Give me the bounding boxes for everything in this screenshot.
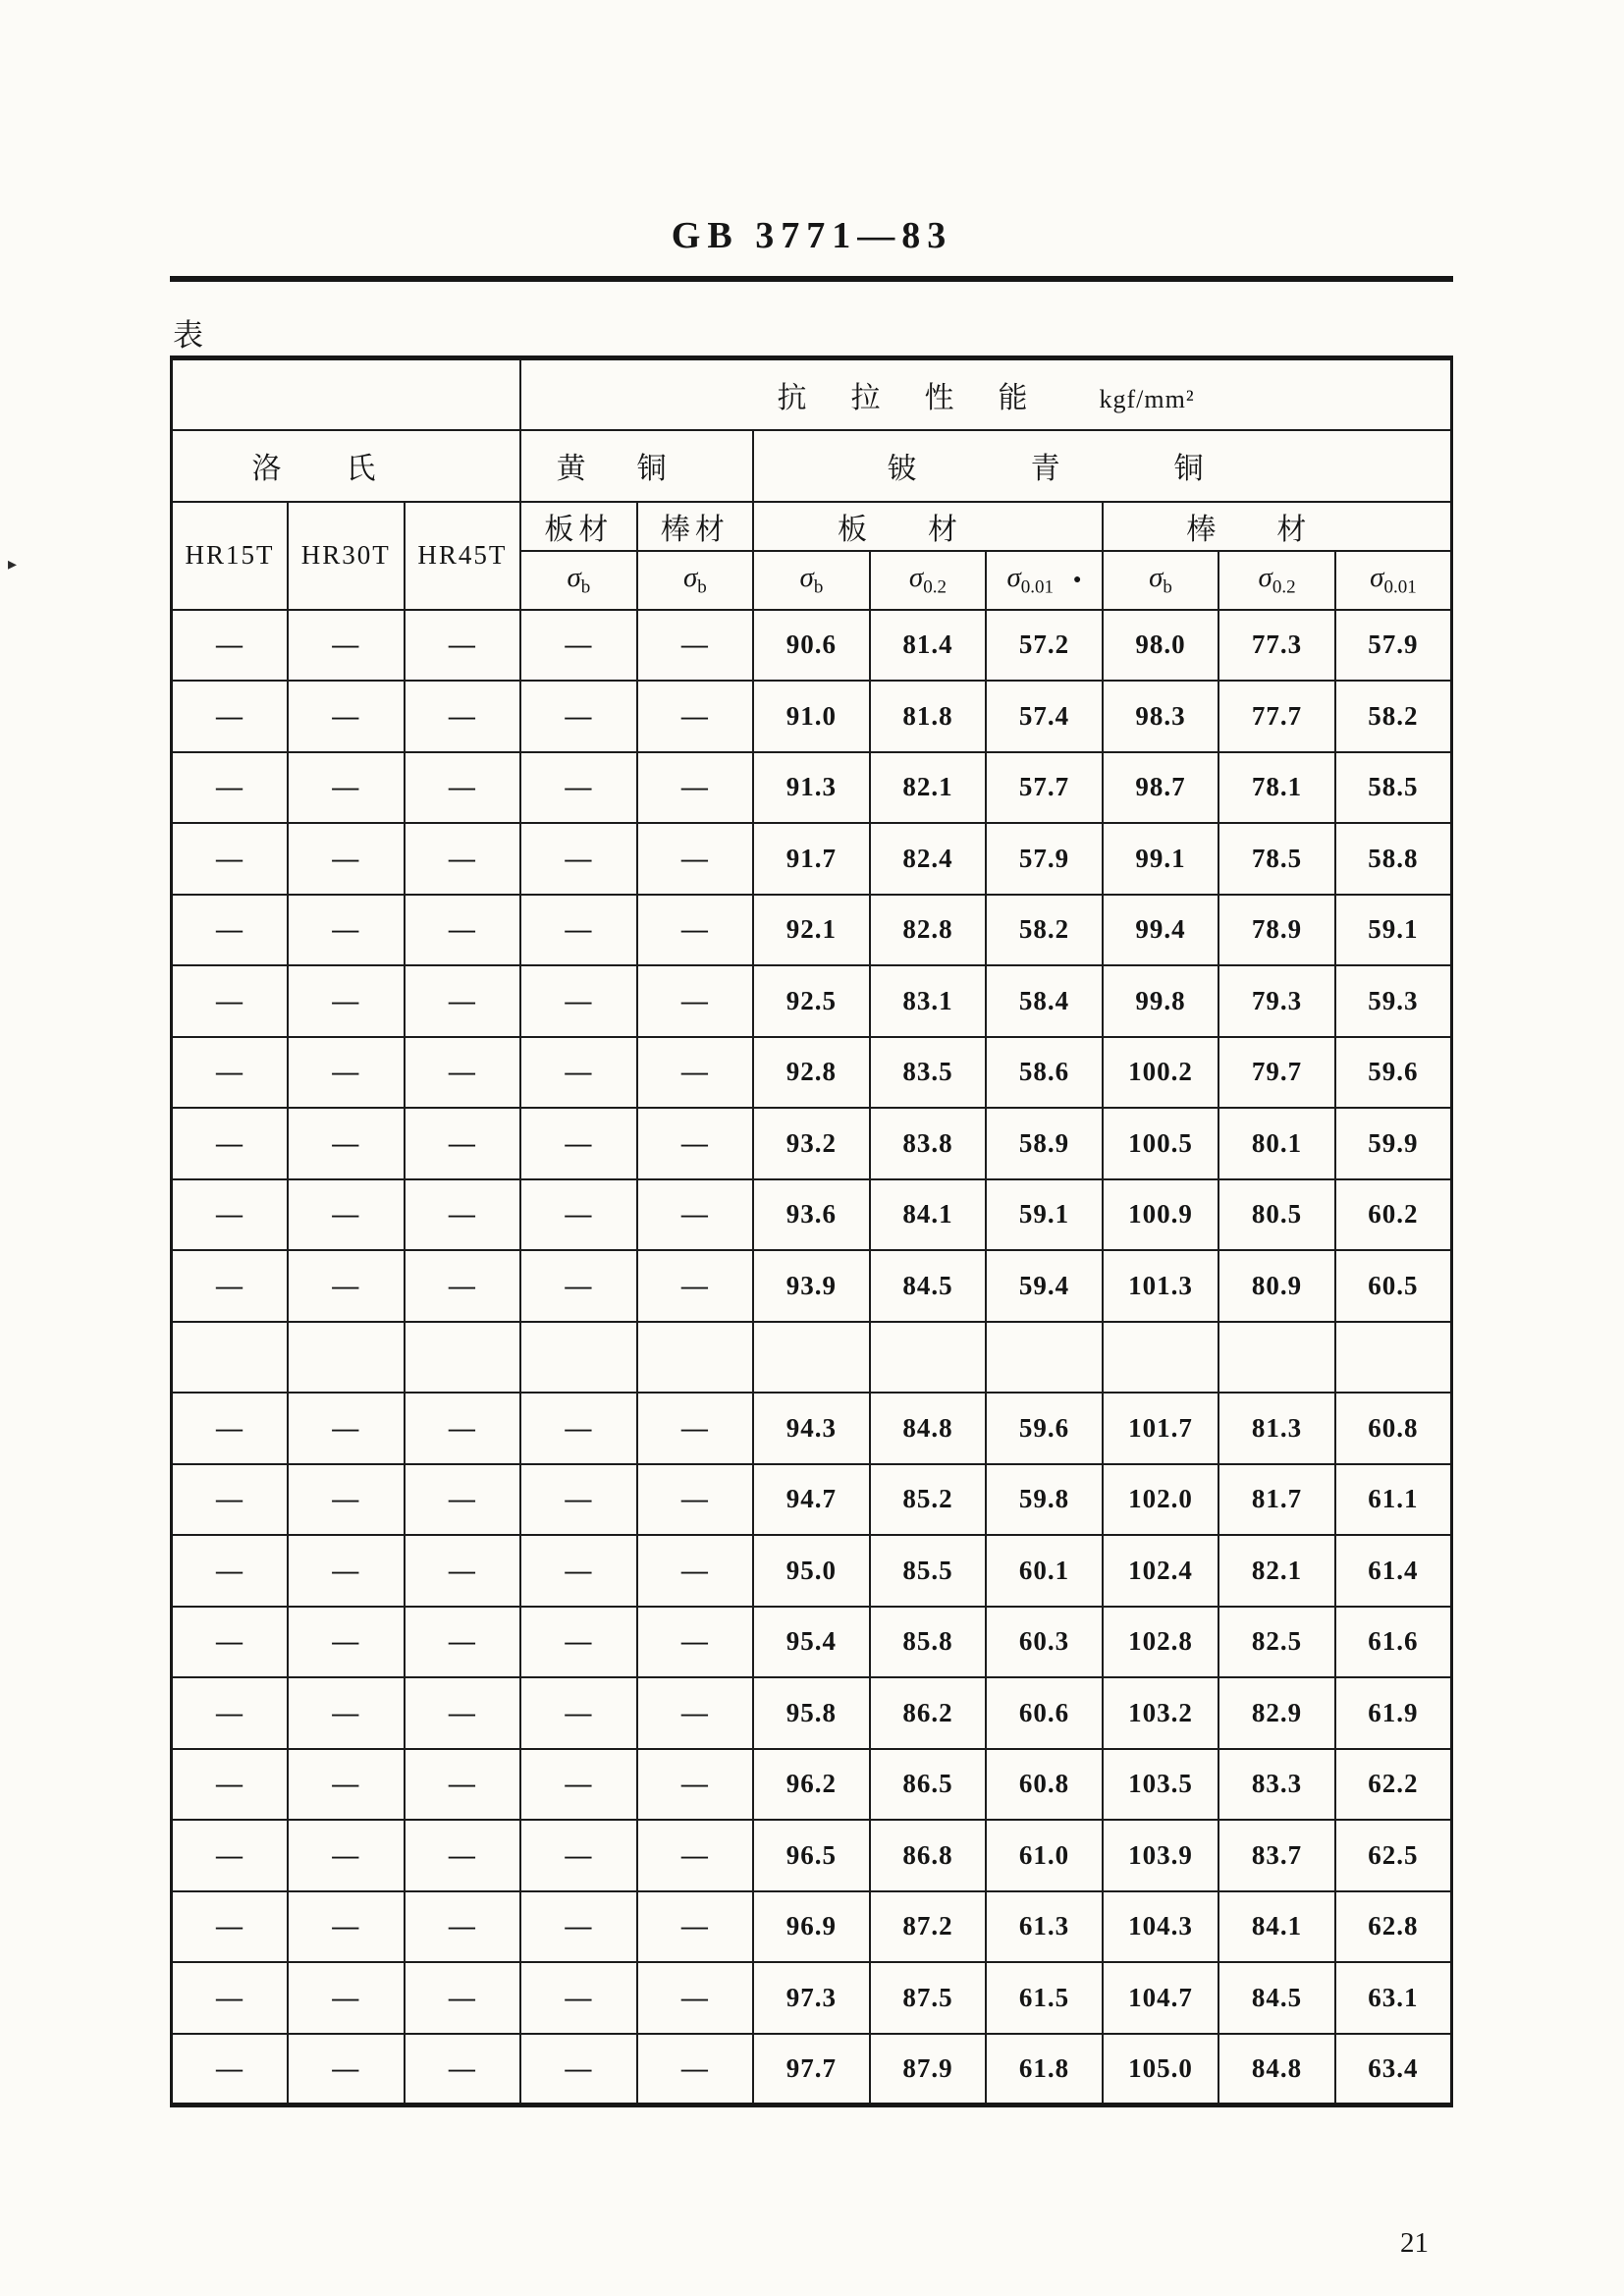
cell-r12-c4: — — [520, 1393, 637, 1464]
cell-r17-c5: — — [637, 1749, 754, 1821]
cell-r9-c1: — — [172, 1179, 289, 1251]
cell-r7-c3: — — [405, 1037, 521, 1109]
cell-r4-c3: — — [405, 823, 521, 895]
cell-r3-c4: — — [520, 752, 637, 824]
cell-r14-c2: — — [288, 1535, 405, 1607]
cell-r5-c3: — — [405, 895, 521, 966]
sigma-001-be-plate: $\sigma_{0.01}$ ● — [986, 551, 1103, 610]
table-row — [172, 610, 1452, 682]
cell-r10-c2: — — [288, 1250, 405, 1322]
cell-r6-c8: 58.4 — [986, 965, 1103, 1037]
hr15t-header: HR15T — [172, 502, 289, 610]
cell-r1-c11: 57.9 — [1335, 610, 1452, 682]
cell-r16-c6: 95.8 — [753, 1677, 870, 1749]
doc-number: GB 3771—83 — [671, 215, 953, 256]
cell-r21-c3: — — [405, 2034, 521, 2105]
cell-r2-c6: 91.0 — [753, 681, 870, 752]
cell-r8-c1: — — [172, 1108, 289, 1179]
cell-r4-c2: — — [288, 823, 405, 895]
cell-r15-c1: — — [172, 1607, 289, 1678]
header-row-forms — [172, 502, 1452, 551]
cell-r16-c9: 103.2 — [1103, 1677, 1219, 1749]
cell-r15-c2: — — [288, 1607, 405, 1678]
cell-r4-c7: 82.4 — [870, 823, 987, 895]
cell-r10-c1: — — [172, 1250, 289, 1322]
cell-r16-c10: 82.9 — [1218, 1677, 1335, 1749]
cell-r11-c2 — [288, 1322, 405, 1394]
cell-r17-c8: 60.8 — [986, 1749, 1103, 1821]
cell-r16-c1: — — [172, 1677, 289, 1749]
cell-r2-c2: — — [288, 681, 405, 752]
cell-r19-c7: 87.2 — [870, 1891, 987, 1963]
cell-r18-c6: 96.5 — [753, 1820, 870, 1891]
cell-r17-c2: — — [288, 1749, 405, 1821]
cell-r19-c11: 62.8 — [1335, 1891, 1452, 1963]
cell-r14-c6: 95.0 — [753, 1535, 870, 1607]
cell-r9-c2: — — [288, 1179, 405, 1251]
cell-r15-c4: — — [520, 1607, 637, 1678]
cell-r1-c7: 81.4 — [870, 610, 987, 682]
cell-r14-c7: 85.5 — [870, 1535, 987, 1607]
cell-r10-c10: 80.9 — [1218, 1250, 1335, 1322]
rockwell-header: 洛氏 — [172, 430, 521, 502]
sigma-b-be-plate: $\sigma_b$ — [753, 551, 870, 610]
cell-r5-c1: — — [172, 895, 289, 966]
cell-r21-c7: 87.9 — [870, 2034, 987, 2105]
cell-r12-c5: — — [637, 1393, 754, 1464]
cell-r13-c7: 85.2 — [870, 1464, 987, 1536]
cell-r9-c4: — — [520, 1179, 637, 1251]
tensile-title: 抗拉性能 — [777, 381, 1072, 414]
sigma-02-be-rod: $\sigma_{0.2}$ — [1218, 551, 1335, 610]
brass-header: 黄铜 — [520, 430, 753, 502]
cell-r7-c4: — — [520, 1037, 637, 1109]
cell-r13-c1: — — [172, 1464, 289, 1536]
cell-r17-c3: — — [405, 1749, 521, 1821]
cell-r13-c9: 102.0 — [1103, 1464, 1219, 1536]
cell-r4-c5: — — [637, 823, 754, 895]
cell-r7-c2: — — [288, 1037, 405, 1109]
cell-r11-c9 — [1103, 1322, 1219, 1394]
cell-r11-c4 — [520, 1322, 637, 1394]
cell-r10-c7: 84.5 — [870, 1250, 987, 1322]
cell-r18-c9: 103.9 — [1103, 1820, 1219, 1891]
cell-r8-c7: 83.8 — [870, 1108, 987, 1179]
table-row — [172, 1322, 1452, 1394]
table-row — [172, 1464, 1452, 1536]
cell-r16-c2: — — [288, 1677, 405, 1749]
cell-r8-c10: 80.1 — [1218, 1108, 1335, 1179]
cell-r14-c8: 60.1 — [986, 1535, 1103, 1607]
cell-r4-c11: 58.8 — [1335, 823, 1452, 895]
cell-r3-c10: 78.1 — [1218, 752, 1335, 824]
cell-r16-c3: — — [405, 1677, 521, 1749]
cell-r14-c10: 82.1 — [1218, 1535, 1335, 1607]
brass-plate-header: 板材 — [520, 502, 637, 551]
cell-r14-c5: — — [637, 1535, 754, 1607]
sigma-b-brass-plate: $\sigma_b$ — [520, 551, 637, 610]
cell-r1-c1: — — [172, 610, 289, 682]
cell-r7-c6: 92.8 — [753, 1037, 870, 1109]
cell-r20-c2: — — [288, 1962, 405, 2034]
cell-r8-c11: 59.9 — [1335, 1108, 1452, 1179]
cell-r1-c6: 90.6 — [753, 610, 870, 682]
cell-r20-c8: 61.5 — [986, 1962, 1103, 2034]
cell-r12-c3: — — [405, 1393, 521, 1464]
cell-r21-c4: — — [520, 2034, 637, 2105]
cell-r20-c6: 97.3 — [753, 1962, 870, 2034]
sigma-b-brass-rod: $\sigma_b$ — [637, 551, 754, 610]
cell-r3-c3: — — [405, 752, 521, 824]
table-row — [172, 1250, 1452, 1322]
cell-r18-c10: 83.7 — [1218, 1820, 1335, 1891]
cell-r9-c9: 100.9 — [1103, 1179, 1219, 1251]
cell-r6-c1: — — [172, 965, 289, 1037]
cell-r13-c11: 61.1 — [1335, 1464, 1452, 1536]
cell-r6-c10: 79.3 — [1218, 965, 1335, 1037]
beryllium-bronze-header: 铍青铜 — [753, 430, 1451, 502]
cell-r8-c3: — — [405, 1108, 521, 1179]
cell-r7-c7: 83.5 — [870, 1037, 987, 1109]
cell-r7-c1: — — [172, 1037, 289, 1109]
cell-r17-c11: 62.2 — [1335, 1749, 1452, 1821]
cell-r18-c4: — — [520, 1820, 637, 1891]
cell-r3-c5: — — [637, 752, 754, 824]
cell-r2-c5: — — [637, 681, 754, 752]
cell-r19-c9: 104.3 — [1103, 1891, 1219, 1963]
tensile-properties-header — [520, 358, 1451, 430]
table-row — [172, 2034, 1452, 2105]
cell-r2-c1: — — [172, 681, 289, 752]
cell-r11-c7 — [870, 1322, 987, 1394]
cell-r17-c6: 96.2 — [753, 1749, 870, 1821]
cell-r8-c9: 100.5 — [1103, 1108, 1219, 1179]
cell-r20-c11: 63.1 — [1335, 1962, 1452, 2034]
cell-r13-c5: — — [637, 1464, 754, 1536]
cell-r15-c7: 85.8 — [870, 1607, 987, 1678]
cell-r19-c10: 84.1 — [1218, 1891, 1335, 1963]
cell-r5-c5: — — [637, 895, 754, 966]
cell-r16-c7: 86.2 — [870, 1677, 987, 1749]
table-row — [172, 965, 1452, 1037]
cell-r19-c2: — — [288, 1891, 405, 1963]
cell-r19-c6: 96.9 — [753, 1891, 870, 1963]
cell-r13-c8: 59.8 — [986, 1464, 1103, 1536]
cell-r17-c7: 86.5 — [870, 1749, 987, 1821]
cell-r10-c4: — — [520, 1250, 637, 1322]
header-rule — [170, 276, 1453, 282]
cell-r20-c7: 87.5 — [870, 1962, 987, 2034]
cell-r4-c9: 99.1 — [1103, 823, 1219, 895]
cell-r9-c5: — — [637, 1179, 754, 1251]
cell-r1-c5: — — [637, 610, 754, 682]
cell-r2-c7: 81.8 — [870, 681, 987, 752]
cell-r9-c8: 59.1 — [986, 1179, 1103, 1251]
cell-r21-c2: — — [288, 2034, 405, 2105]
cell-r6-c2: — — [288, 965, 405, 1037]
cell-r20-c10: 84.5 — [1218, 1962, 1335, 2034]
cell-r13-c2: — — [288, 1464, 405, 1536]
cell-r16-c11: 61.9 — [1335, 1677, 1452, 1749]
table-header — [172, 358, 1452, 610]
cell-r17-c10: 83.3 — [1218, 1749, 1335, 1821]
table-row — [172, 681, 1452, 752]
cell-r18-c7: 86.8 — [870, 1820, 987, 1891]
cell-r14-c9: 102.4 — [1103, 1535, 1219, 1607]
cell-r2-c4: — — [520, 681, 637, 752]
cell-r6-c6: 92.5 — [753, 965, 870, 1037]
cell-r14-c1: — — [172, 1535, 289, 1607]
cell-r6-c4: — — [520, 965, 637, 1037]
cell-r1-c8: 57.2 — [986, 610, 1103, 682]
cell-r3-c7: 82.1 — [870, 752, 987, 824]
cell-r8-c2: — — [288, 1108, 405, 1179]
cell-r3-c11: 58.5 — [1335, 752, 1452, 824]
cell-r11-c1 — [172, 1322, 289, 1394]
cell-r14-c3: — — [405, 1535, 521, 1607]
cell-r11-c8 — [986, 1322, 1103, 1394]
cell-r18-c2: — — [288, 1820, 405, 1891]
cell-r15-c10: 82.5 — [1218, 1607, 1335, 1678]
cell-r13-c4: — — [520, 1464, 637, 1536]
table-row — [172, 1179, 1452, 1251]
cell-r7-c10: 79.7 — [1218, 1037, 1335, 1109]
cell-r2-c10: 77.7 — [1218, 681, 1335, 752]
cell-r6-c11: 59.3 — [1335, 965, 1452, 1037]
cell-r10-c5: — — [637, 1250, 754, 1322]
cell-r7-c5: — — [637, 1037, 754, 1109]
cell-r19-c1: — — [172, 1891, 289, 1963]
sigma-02-be-plate: $\sigma_{0.2}$ — [870, 551, 987, 610]
cell-r10-c11: 60.5 — [1335, 1250, 1452, 1322]
empty-corner-cell — [172, 358, 521, 430]
cell-r3-c6: 91.3 — [753, 752, 870, 824]
cell-r10-c6: 93.9 — [753, 1250, 870, 1322]
cell-r1-c2: — — [288, 610, 405, 682]
hardness-tensile-conversion-table — [170, 355, 1453, 2107]
cell-r14-c11: 61.4 — [1335, 1535, 1452, 1607]
cell-r17-c9: 103.5 — [1103, 1749, 1219, 1821]
brass-rod-header: 棒材 — [637, 502, 754, 551]
table-label: 表 — [173, 318, 203, 353]
cell-r21-c6: 97.7 — [753, 2034, 870, 2105]
cell-r10-c8: 59.4 — [986, 1250, 1103, 1322]
cell-r12-c1: — — [172, 1393, 289, 1464]
cell-r3-c9: 98.7 — [1103, 752, 1219, 824]
hr45t-header: HR45T — [405, 502, 521, 610]
cell-r15-c8: 60.3 — [986, 1607, 1103, 1678]
cell-r10-c9: 101.3 — [1103, 1250, 1219, 1322]
cell-r12-c8: 59.6 — [986, 1393, 1103, 1464]
cell-r20-c4: — — [520, 1962, 637, 2034]
page-number: 21 — [1400, 2227, 1429, 2259]
cell-r19-c8: 61.3 — [986, 1891, 1103, 1963]
cell-r10-c3: — — [405, 1250, 521, 1322]
cell-r2-c11: 58.2 — [1335, 681, 1452, 752]
cell-r13-c10: 81.7 — [1218, 1464, 1335, 1536]
table-row — [172, 1891, 1452, 1963]
cell-r6-c9: 99.8 — [1103, 965, 1219, 1037]
cell-r19-c5: — — [637, 1891, 754, 1963]
cell-r5-c6: 92.1 — [753, 895, 870, 966]
be-plate-header: 板材 — [753, 502, 1103, 551]
sigma-001-be-rod: $\sigma_{0.01}$ — [1335, 551, 1452, 610]
tensile-unit: kgf/mm² — [1099, 384, 1195, 413]
cell-r3-c1: — — [172, 752, 289, 824]
cell-r15-c9: 102.8 — [1103, 1607, 1219, 1678]
table-row — [172, 1037, 1452, 1109]
cell-r8-c4: — — [520, 1108, 637, 1179]
footnote-dot: ● — [1073, 572, 1082, 587]
table-row — [172, 1108, 1452, 1179]
cell-r6-c7: 83.1 — [870, 965, 987, 1037]
sigma-b-be-rod: $\sigma_b$ — [1103, 551, 1219, 610]
cell-r9-c11: 60.2 — [1335, 1179, 1452, 1251]
cell-r16-c4: — — [520, 1677, 637, 1749]
cell-r12-c9: 101.7 — [1103, 1393, 1219, 1464]
table-row — [172, 895, 1452, 966]
cell-r5-c2: — — [288, 895, 405, 966]
cell-r12-c10: 81.3 — [1218, 1393, 1335, 1464]
cell-r15-c5: — — [637, 1607, 754, 1678]
cell-r5-c4: — — [520, 895, 637, 966]
cell-r2-c8: 57.4 — [986, 681, 1103, 752]
cell-r17-c4: — — [520, 1749, 637, 1821]
cell-r4-c4: — — [520, 823, 637, 895]
header-row-tensile — [172, 358, 1452, 430]
cell-r4-c10: 78.5 — [1218, 823, 1335, 895]
cell-r17-c1: — — [172, 1749, 289, 1821]
cell-r12-c11: 60.8 — [1335, 1393, 1452, 1464]
cell-r2-c3: — — [405, 681, 521, 752]
cell-r9-c6: 93.6 — [753, 1179, 870, 1251]
table-body — [172, 610, 1452, 2105]
cell-r20-c9: 104.7 — [1103, 1962, 1219, 2034]
cell-r8-c8: 58.9 — [986, 1108, 1103, 1179]
cell-r11-c11 — [1335, 1322, 1452, 1394]
cell-r20-c1: — — [172, 1962, 289, 2034]
cell-r7-c11: 59.6 — [1335, 1037, 1452, 1109]
cell-r5-c7: 82.8 — [870, 895, 987, 966]
cell-r21-c5: — — [637, 2034, 754, 2105]
cell-r11-c5 — [637, 1322, 754, 1394]
cell-r5-c9: 99.4 — [1103, 895, 1219, 966]
cell-r2-c9: 98.3 — [1103, 681, 1219, 752]
cell-r9-c10: 80.5 — [1218, 1179, 1335, 1251]
table-row — [172, 1962, 1452, 2034]
cell-r11-c6 — [753, 1322, 870, 1394]
cell-r9-c3: — — [405, 1179, 521, 1251]
cell-r12-c2: — — [288, 1393, 405, 1464]
cell-r19-c3: — — [405, 1891, 521, 1963]
cell-r1-c4: — — [520, 610, 637, 682]
hr30t-header: HR30T — [288, 502, 405, 610]
cell-r16-c8: 60.6 — [986, 1677, 1103, 1749]
cell-r15-c6: 95.4 — [753, 1607, 870, 1678]
cell-r6-c5: — — [637, 965, 754, 1037]
cell-r19-c4: — — [520, 1891, 637, 1963]
table-row — [172, 1535, 1452, 1607]
cell-r7-c8: 58.6 — [986, 1037, 1103, 1109]
cell-r11-c10 — [1218, 1322, 1335, 1394]
table-row — [172, 1393, 1452, 1464]
cell-r6-c3: — — [405, 965, 521, 1037]
cell-r21-c1: — — [172, 2034, 289, 2105]
cell-r5-c8: 58.2 — [986, 895, 1103, 966]
cell-r18-c1: — — [172, 1820, 289, 1891]
header-row-materials — [172, 430, 1452, 502]
cell-r21-c8: 61.8 — [986, 2034, 1103, 2105]
cell-r18-c3: — — [405, 1820, 521, 1891]
table-row — [172, 752, 1452, 824]
cell-r4-c1: — — [172, 823, 289, 895]
table-row — [172, 1607, 1452, 1678]
table-row — [172, 1677, 1452, 1749]
cell-r1-c10: 77.3 — [1218, 610, 1335, 682]
cell-r3-c8: 57.7 — [986, 752, 1103, 824]
cell-r15-c3: — — [405, 1607, 521, 1678]
cell-r9-c7: 84.1 — [870, 1179, 987, 1251]
cell-r21-c11: 63.4 — [1335, 2034, 1452, 2105]
cell-r1-c9: 98.0 — [1103, 610, 1219, 682]
cell-r13-c6: 94.7 — [753, 1464, 870, 1536]
cell-r18-c8: 61.0 — [986, 1820, 1103, 1891]
cell-r3-c2: — — [288, 752, 405, 824]
cell-r16-c5: — — [637, 1677, 754, 1749]
cell-r4-c8: 57.9 — [986, 823, 1103, 895]
cell-r5-c10: 78.9 — [1218, 895, 1335, 966]
cell-r13-c3: — — [405, 1464, 521, 1536]
cell-r20-c5: — — [637, 1962, 754, 2034]
cell-r1-c3: — — [405, 610, 521, 682]
table-row — [172, 823, 1452, 895]
cell-r14-c4: — — [520, 1535, 637, 1607]
table-row — [172, 1749, 1452, 1821]
cell-r21-c10: 84.8 — [1218, 2034, 1335, 2105]
cell-r18-c5: — — [637, 1820, 754, 1891]
table-row — [172, 1820, 1452, 1891]
cell-r7-c9: 100.2 — [1103, 1037, 1219, 1109]
cell-r5-c11: 59.1 — [1335, 895, 1452, 966]
cell-r20-c3: — — [405, 1962, 521, 2034]
be-rod-header: 棒材 — [1103, 502, 1452, 551]
cell-r4-c6: 91.7 — [753, 823, 870, 895]
cell-r8-c6: 93.2 — [753, 1108, 870, 1179]
cell-r8-c5: — — [637, 1108, 754, 1179]
cell-r15-c11: 61.6 — [1335, 1607, 1452, 1678]
margin-stray-mark: ▸ — [8, 554, 18, 574]
cell-r12-c7: 84.8 — [870, 1393, 987, 1464]
cell-r18-c11: 62.5 — [1335, 1820, 1452, 1891]
cell-r12-c6: 94.3 — [753, 1393, 870, 1464]
cell-r11-c3 — [405, 1322, 521, 1394]
cell-r21-c9: 105.0 — [1103, 2034, 1219, 2105]
